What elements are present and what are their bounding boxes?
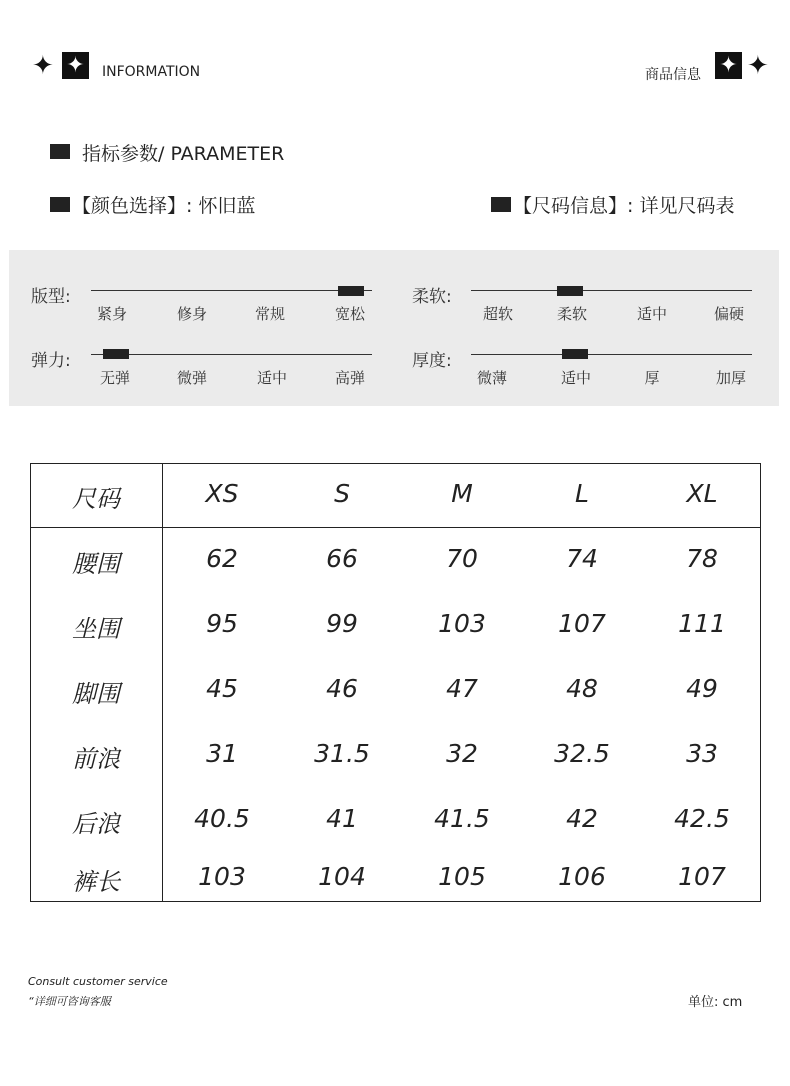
table-cell: 105 <box>438 862 486 891</box>
table-cell: 66 <box>326 544 358 573</box>
table-cell: 41.5 <box>434 804 490 833</box>
param-option: 修身 <box>176 305 207 323</box>
sparkle-icon: ✦ <box>32 51 54 81</box>
table-cell: 46 <box>326 674 358 703</box>
table-cell: 40.5 <box>194 804 250 833</box>
param-option: 无弹 <box>99 369 130 387</box>
table-cell: 107 <box>558 609 606 638</box>
table-cell: 107 <box>678 862 726 891</box>
param-track <box>471 290 752 291</box>
param-track <box>91 290 372 291</box>
param-option: 宽松 <box>334 305 365 323</box>
param-option: 微薄 <box>476 369 507 387</box>
param-track <box>471 354 752 355</box>
consult-text-zh: “详细可咨询客服 <box>28 995 111 1008</box>
table-row-label: 坐围 <box>72 615 120 643</box>
table-row-label: 腰围 <box>72 550 120 578</box>
table-cell: 32 <box>446 739 478 768</box>
param-option: 柔软 <box>556 305 587 323</box>
table-header-label: 尺码 <box>72 485 120 513</box>
table-header-divider <box>30 527 761 528</box>
consult-text-en: Consult customer service <box>28 975 168 988</box>
table-cell: 31.5 <box>314 739 370 768</box>
table-row-label: 裤长 <box>72 868 120 896</box>
param-option: 常规 <box>254 305 285 323</box>
size-info-label: 【尺码信息】: 详见尺码表 <box>513 195 735 217</box>
table-row-label: 后浪 <box>72 810 120 838</box>
param-marker <box>103 349 129 359</box>
table-cell: 49 <box>686 674 718 703</box>
bullet-square <box>491 197 511 212</box>
table-header-size: XL <box>686 479 718 508</box>
param-option: 紧身 <box>96 305 127 323</box>
table-cell: 42.5 <box>674 804 730 833</box>
table-cell: 111 <box>678 609 726 638</box>
param-option: 微弹 <box>176 369 207 387</box>
header-right-title: 商品信息 <box>645 67 701 83</box>
table-cell: 48 <box>566 674 598 703</box>
sparkle-box-icon-right: ✦ <box>715 52 742 79</box>
table-cell: 78 <box>686 544 718 573</box>
table-cell: 42 <box>566 804 598 833</box>
param-option: 适中 <box>256 369 287 387</box>
table-header-size: XS <box>205 479 239 508</box>
param-option: 适中 <box>636 305 667 323</box>
table-cell: 95 <box>206 609 238 638</box>
param-option: 厚 <box>644 369 660 387</box>
table-cell: 106 <box>558 862 606 891</box>
sparkle-icon-right: ✦ <box>747 51 769 81</box>
table-cell: 74 <box>566 544 598 573</box>
table-cell: 32.5 <box>554 739 610 768</box>
table-cell: 47 <box>446 674 478 703</box>
param-option: 加厚 <box>715 369 746 387</box>
table-cell: 31 <box>206 739 238 768</box>
table-cell: 41 <box>326 804 358 833</box>
table-cell: 62 <box>206 544 238 573</box>
param-marker <box>562 349 588 359</box>
bullet-square <box>50 144 70 159</box>
table-cell: 104 <box>318 862 366 891</box>
table-row-label: 脚围 <box>72 680 120 708</box>
parameter-title: 指标参数/ PARAMETER <box>82 143 285 165</box>
param-marker <box>557 286 583 296</box>
param-name-softness: 柔软: <box>412 287 452 307</box>
param-option: 偏硬 <box>713 305 744 323</box>
color-choice-label: 【颜色选择】: 怀旧蓝 <box>72 195 256 217</box>
param-track <box>91 354 372 355</box>
table-cell: 99 <box>326 609 358 638</box>
param-option: 超软 <box>482 305 513 323</box>
param-name-thickness: 厚度: <box>412 351 452 371</box>
table-cell: 103 <box>198 862 246 891</box>
param-name-fit: 版型: <box>31 287 71 307</box>
table-cell: 33 <box>686 739 718 768</box>
param-option: 适中 <box>560 369 591 387</box>
unit-label: 单位: cm <box>688 995 743 1010</box>
bullet-square <box>50 197 70 212</box>
table-row-label: 前浪 <box>72 745 120 773</box>
table-cell: 45 <box>206 674 238 703</box>
table-header-size: S <box>334 479 350 508</box>
sparkle-box-icon: ✦ <box>62 52 89 79</box>
param-option: 高弹 <box>334 369 365 387</box>
table-header-size: M <box>451 479 473 508</box>
table-cell: 70 <box>446 544 478 573</box>
table-header-size: L <box>575 479 589 508</box>
header-left-title: INFORMATION <box>102 64 201 80</box>
table-cell: 103 <box>438 609 486 638</box>
param-name-elasticity: 弹力: <box>31 351 71 371</box>
param-marker <box>338 286 364 296</box>
